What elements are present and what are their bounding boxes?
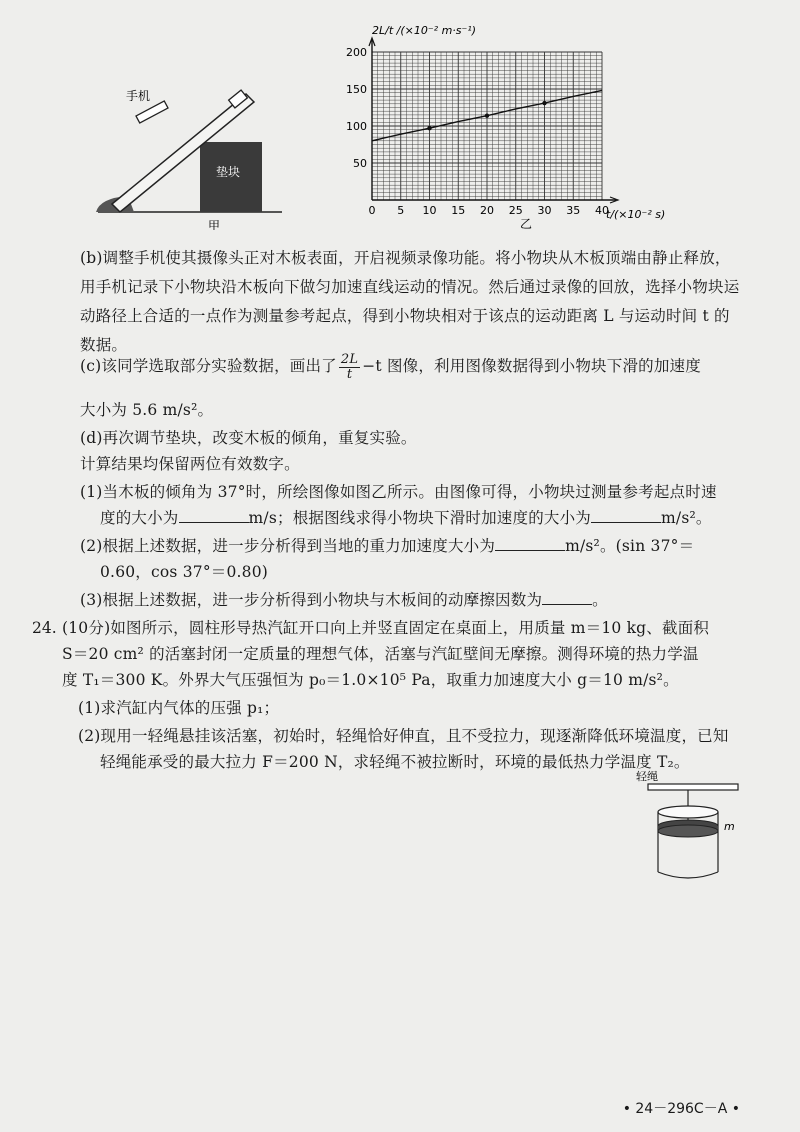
- q2-line1: [80, 532, 740, 561]
- q3-text-a: (3)根据上述数据，进一步分析得到小物块与木板间的动摩擦因数为: [80, 591, 543, 609]
- data-point: [542, 101, 546, 105]
- x-tick-label: 40: [595, 204, 609, 217]
- q2-answer-blank[interactable]: [495, 536, 565, 551]
- x-tick-label: 30: [537, 204, 552, 217]
- x-tick-label: 35: [566, 204, 581, 217]
- x-tick-label: 25: [508, 204, 523, 217]
- x-tick-label: 10: [422, 204, 437, 217]
- y-tick-label: 50: [353, 157, 367, 170]
- chart-ylabel: 2L/t /(×10⁻² m·s⁻¹): [372, 24, 477, 37]
- figure-jia: [90, 80, 290, 230]
- step-c: [80, 352, 740, 382]
- data-point: [485, 113, 489, 117]
- data-point: [427, 126, 431, 130]
- cylinder-top: [658, 806, 718, 818]
- step-c-part2: −t 图像，利用图像数据得到小物块下滑的加速度: [362, 357, 701, 375]
- q24-line2: S＝20 cm² 的活塞封闭一定质量的理想气体，活塞与汽缸壁间无摩擦。测得环境的热力学温: [62, 645, 699, 663]
- q2-text-a: (2)根据上述数据，进一步分析得到当地的重力加速度大小为: [80, 537, 496, 555]
- q2-line2: 0.60，cos 37°＝0.80): [100, 563, 269, 581]
- q3-text-b: 。: [592, 591, 608, 609]
- chart-caption: 乙: [520, 217, 533, 231]
- q24-line1: (10分)如图所示，圆柱形导热汽缸开口向上并竖直固定在桌面上，用质量 m＝10 kg、截面积: [62, 619, 710, 637]
- piston-bottom: [658, 825, 718, 837]
- chart-ticks: [346, 46, 609, 217]
- x-tick-label: 20: [480, 204, 494, 217]
- q2-text-b: m/s²。(sin 37°＝: [565, 537, 695, 555]
- chart-grid: [372, 52, 602, 200]
- y-tick-label: 150: [346, 83, 367, 96]
- q24-line3: 度 T₁＝300 K。外界大气压强恒为 p₀＝1.0×10⁵ Pa，取重力加速度大小 g＝10 m/s²。: [62, 671, 679, 689]
- frac-2l-over-t: [339, 353, 360, 382]
- rope-label: 轻绳: [636, 770, 658, 783]
- x-tick-label: 15: [451, 204, 466, 217]
- figure-cylinder: [630, 768, 750, 888]
- q3-line: [80, 586, 740, 615]
- block-label: 垫块: [216, 165, 241, 179]
- note-sig-figs: 计算结果均保留两位有效数字。: [80, 455, 300, 473]
- q1-answer-blank-2[interactable]: [591, 508, 661, 523]
- q1-answer-blank-1[interactable]: [179, 508, 249, 523]
- q24-sub1: (1)求汽缸内气体的压强 p₁；: [78, 699, 280, 717]
- q1-line1: (1)当木板的倾角为 37°时，所绘图像如图乙所示。由图像可得，小物块过测量参考起点时速: [80, 483, 717, 501]
- x-tick-label: 5: [397, 204, 405, 217]
- step-c-line2: 大小为 5.6 m/s²。: [80, 401, 214, 419]
- q1-line2: [100, 504, 740, 533]
- page-footer: • 24－296C－A •: [622, 1101, 740, 1117]
- y-tick-label: 100: [346, 120, 367, 133]
- phone-label: 手机: [126, 89, 151, 103]
- figure-yi-chart: [330, 22, 680, 232]
- figure-jia-caption: 甲: [208, 219, 221, 230]
- x-tick-label: 0: [368, 204, 376, 217]
- phone: [136, 101, 168, 123]
- q24-sub2-line2: 轻绳能承受的最大拉力 F＝200 N，求轻绳不被拉断时，环境的最低热力学温度 T₂。: [100, 753, 690, 771]
- q1-text-c: m/s²。: [661, 509, 712, 527]
- step-d: (d)再次调节垫块，改变木板的倾角，重复实验。: [80, 429, 417, 447]
- chart-xlabel: t/(×10⁻² s): [606, 208, 666, 221]
- q24-sub2-line1: (2)现用一轻绳悬挂该活塞，初始时，轻绳恰好伸直，且不受拉力，现逐渐降低环境温度，已知: [78, 727, 729, 745]
- q3-answer-blank[interactable]: [542, 590, 592, 605]
- frac-denominator: t: [346, 366, 353, 382]
- q1-text-a: 度的大小为: [100, 509, 179, 527]
- step-c-part1: (c)该同学选取部分实验数据，画出了: [80, 357, 337, 375]
- y-tick-label: 200: [346, 46, 367, 59]
- frac-numerator: 2L: [340, 351, 359, 367]
- mass-label: m: [724, 820, 735, 833]
- support-beam: [648, 784, 738, 790]
- q24-number: 24.: [32, 619, 57, 637]
- cylinder-bottom: [658, 872, 718, 878]
- step-b: (b)调整手机使其摄像头正对木板表面，开启视频录像功能。将小物块从木板顶端由静止释放，用手机记录下小物块沿木板向下做匀加速直线运动的情况。然后通过录像的回放，选择小物块运动路径上合适的一点作为测量参考起点，得到小物块相对于该点的运动距离 L 与运动时间 t 的数据。: [80, 249, 740, 354]
- q1-text-b: m/s；根据图线求得小物块下滑时加速度的大小为: [248, 509, 591, 527]
